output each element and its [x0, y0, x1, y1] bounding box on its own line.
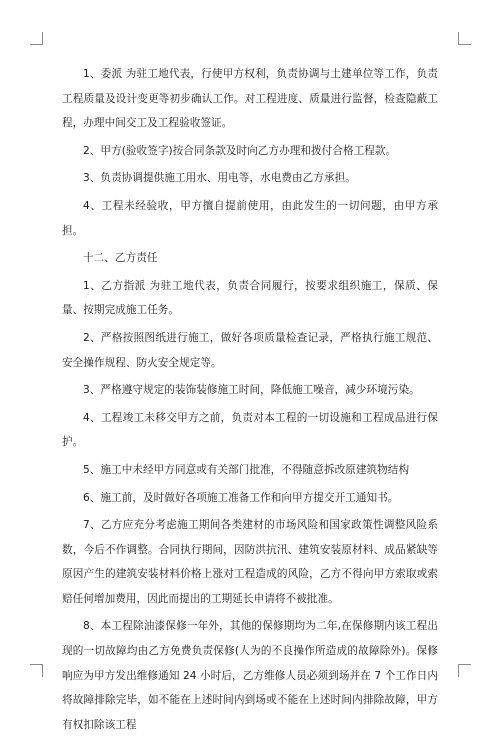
document-body [62, 62, 438, 740]
crop-mark-bottom-right [458, 664, 471, 677]
crop-mark-top-right [458, 32, 471, 45]
crop-mark-bottom-left [30, 664, 43, 677]
crop-mark-top-left [30, 32, 43, 45]
paragraph-party-b-2: 2、严格按照图纸进行施工，做好各项质量检查记录，严格执行施工规范、安全操作规程、防火安全规定等。 [62, 331, 438, 369]
paragraph-party-b-4: 4、工程竣工未移交甲方之前，负责对本工程的一切设施和工程成品进行保护。 [62, 411, 438, 449]
paragraph-party-a-2: 2、甲方(验收签字)按合同条款及时向乙方办理和拨付合格工程款。 [83, 144, 397, 157]
paragraph-party-b-7: 7、乙方应充分考虑施工期间各类建材的市场风险和国家政策性调整风险系数，今后不作调整。合同执行期间，因防洪抗汛、建筑安装原材料、成品紧缺等原因产生的建筑安装材料价格上涨对工程造成的风险，乙方不得向甲方索取或索赔任何增加费用，因此而提出的工期延长申请将不被批准。 [62, 519, 438, 605]
paragraph-party-b-1: 1、乙方指派 为驻工地代表，负责合同履行，按要求组织施工，保质、保量、按期完成施工任务。 [62, 279, 438, 317]
paragraph-party-b-3: 3、严格遵守规定的装饰装修施工时间，降低施工噪音，减少环境污染。 [83, 384, 420, 397]
paragraph-party-a-4: 4、工程未经验收，甲方擅自提前使用，由此发生的一切问题，由甲方承担。 [62, 199, 438, 237]
paragraph-party-a-3: 3、负责协调提供施工用水、用电等，水电费由乙方承担。 [83, 172, 356, 185]
paragraph-party-b-8: 8、本工程除油漆保修一年外，其他的保修期均为二年,在保修期内该工程出现的一切故障均由乙方免费负责保修(人为的不良操作所造成的故障除外)。保修响应为甲方发出维修通知 24 小时后，乙方维修人员必须到场并在 7 个工作日内将故障排除完毕，如不能在上述时间内到场或不能在上述时间内排除故障，甲方有权扣除该工程 [62, 620, 438, 731]
paragraph-party-a-1: 1、委派 为驻工地代表，行使甲方权利，负责协调与土建单位等工作，负责工程质量及设计变更等初步确认工作。对工程进度、质量进行监督，检查隐蔽工程，办理中间交工及工程验收签证。 [62, 68, 438, 130]
paragraph-party-b-5: 5、施工中未经甲方同意或有关部门批准，不得随意拆改原建筑物结构 [83, 463, 410, 476]
paragraph-party-b-6: 6、施工前，及时做好各项施工准备工作和向甲方提交开工通知书。 [83, 491, 399, 504]
section-heading-party-b: 十二、乙方责任 [83, 252, 158, 265]
